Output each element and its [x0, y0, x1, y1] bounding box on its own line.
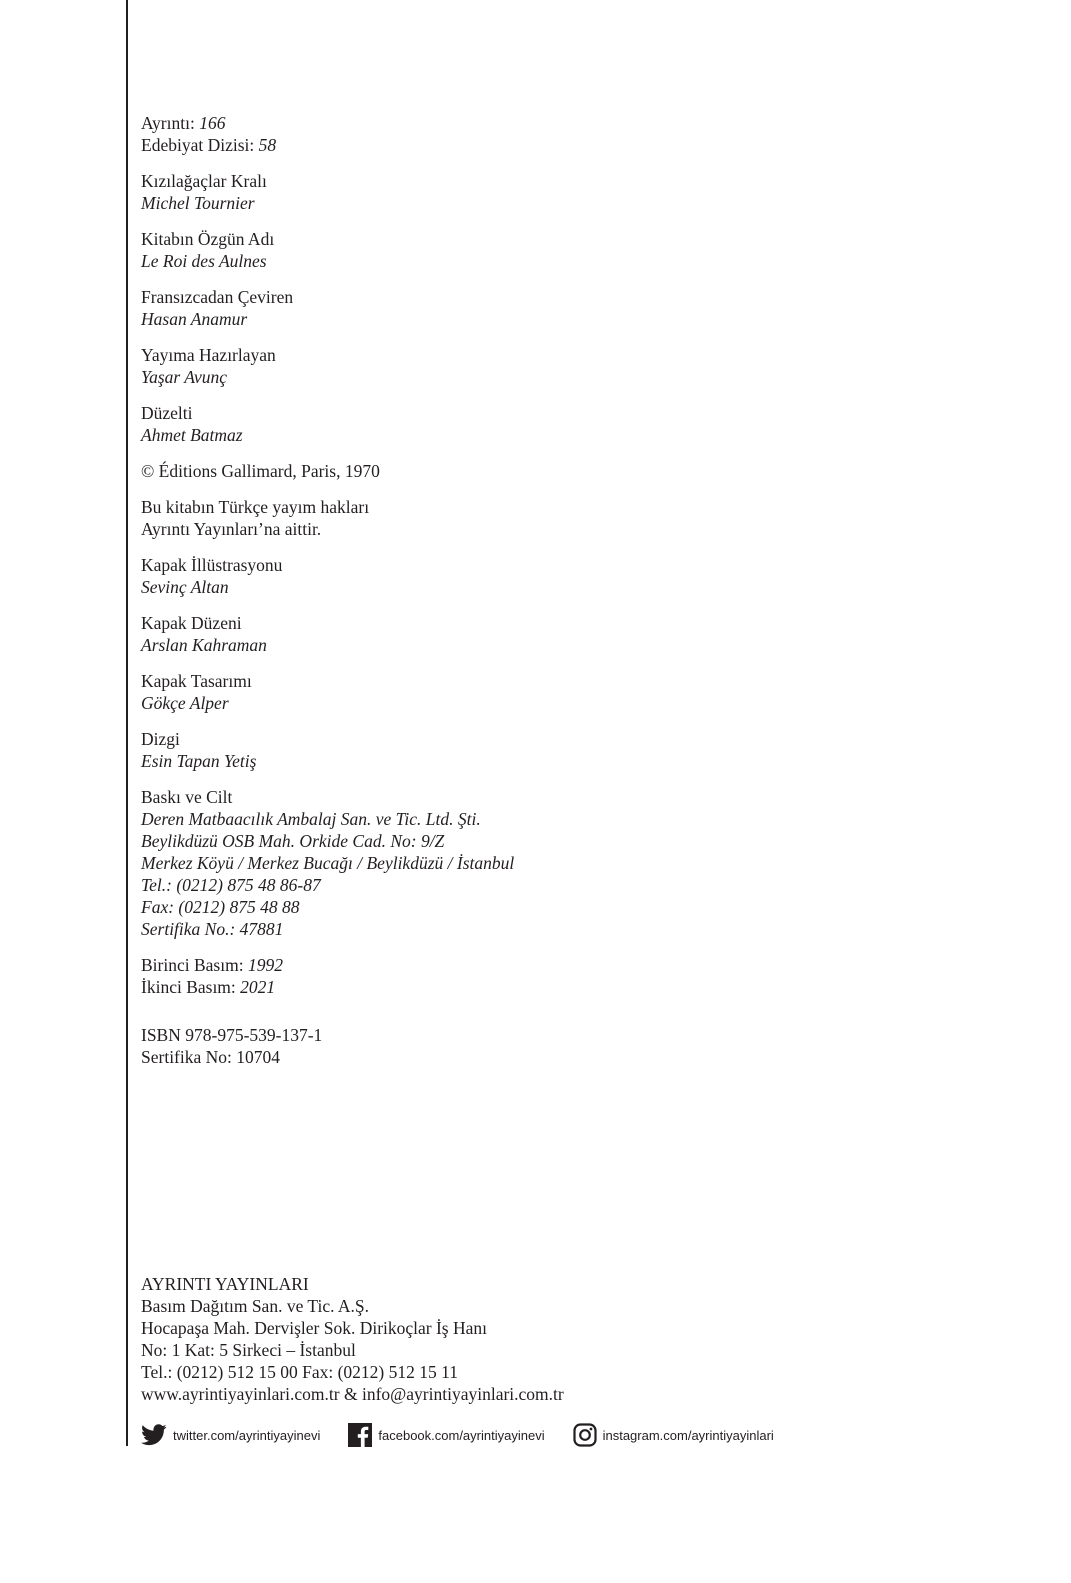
second-edition-year: 2021 — [240, 977, 276, 997]
series-block — [141, 112, 1021, 156]
twitter-link[interactable] — [141, 1424, 320, 1446]
credit-label: Kapak İllüstrasyonu — [141, 555, 283, 575]
credit-value: Hasan Anamur — [141, 309, 248, 329]
credit-label: Kapak Düzeni — [141, 613, 242, 633]
publisher-line: No: 1 Kat: 5 Sirkeci – İstanbul — [141, 1340, 356, 1360]
credit-typesetting — [141, 728, 1021, 772]
credit-value: Arslan Kahraman — [141, 635, 267, 655]
printing-line: Deren Matbaacılık Ambalaj San. ve Tic. Ltd. Şti. — [141, 809, 481, 829]
instagram-icon — [573, 1423, 597, 1447]
isbn: ISBN 978-975-539-137-1 — [141, 1025, 323, 1045]
credit-editor — [141, 344, 1021, 388]
credit-label: Yayıma Hazırlayan — [141, 345, 276, 365]
credit-original-title — [141, 228, 1021, 272]
series-ayrinti — [141, 112, 1021, 134]
first-edition — [141, 954, 1021, 976]
publisher-line: Basım Dağıtım San. ve Tic. A.Ş. — [141, 1296, 370, 1316]
credit-cover-layout — [141, 612, 1021, 656]
rights-line: Bu kitabın Türkçe yayım hakları — [141, 497, 370, 517]
copyright-notice — [141, 460, 1021, 482]
rights-notice — [141, 496, 1021, 540]
facebook-link[interactable] — [348, 1423, 544, 1447]
credit-value: Ahmet Batmaz — [141, 425, 243, 445]
margin-rule — [126, 0, 128, 1446]
publisher-web: www.ayrintiyayinlari.com.tr & info@ayrintiyayinlari.com.tr — [141, 1384, 564, 1404]
credit-value: Sevinç Altan — [141, 577, 229, 597]
publisher-line: Hocapaşa Mah. Dervişler Sok. Dirikoçlar İş Hanı — [141, 1318, 488, 1338]
facebook-text: facebook.com/ayrintiyayinevi — [378, 1427, 545, 1443]
credit-proofreading — [141, 402, 1021, 446]
second-edition-label: İkinci Basım: — [141, 977, 236, 997]
social-links — [141, 1420, 802, 1450]
isbn-block — [141, 1024, 1021, 1068]
certificate-number: Sertifika No: 10704 — [141, 1047, 281, 1067]
first-edition-year: 1992 — [247, 955, 283, 975]
instagram-text: instagram.com/ayrintiyayinlari — [602, 1427, 774, 1443]
copyright-line: © Éditions Gallimard, Paris, 1970 — [141, 461, 380, 481]
first-edition-label: Birinci Basım: — [141, 955, 244, 975]
publisher-address — [141, 1273, 564, 1405]
printing-line: Tel.: (0212) 875 48 86-87 — [141, 875, 321, 895]
credit-label: Düzelti — [141, 403, 193, 423]
series-edebiyat-label: Edebiyat Dizisi: — [141, 135, 255, 155]
credit-cover-design — [141, 670, 1021, 714]
copyright-page-body — [141, 112, 1021, 1082]
instagram-link[interactable] — [573, 1423, 774, 1447]
printing-label: Baskı ve Cilt — [141, 787, 233, 807]
credit-value: Yaşar Avunç — [141, 367, 228, 387]
credit-label: Dizgi — [141, 729, 180, 749]
printing-line: Sertifika No.: 47881 — [141, 919, 284, 939]
credit-label: Kitabın Özgün Adı — [141, 229, 275, 249]
book-author: Michel Tournier — [141, 193, 255, 213]
credit-value: Esin Tapan Yetiş — [141, 751, 257, 771]
editions-block — [141, 954, 1021, 998]
book-block — [141, 170, 1021, 214]
credit-translator — [141, 286, 1021, 330]
series-ayrinti-label: Ayrıntı: — [141, 113, 195, 133]
publisher-name: AYRINTI YAYINLARI — [141, 1274, 309, 1294]
twitter-icon — [141, 1424, 167, 1446]
publisher-line: Tel.: (0212) 512 15 00 Fax: (0212) 512 15 11 — [141, 1362, 458, 1382]
printing-block — [141, 786, 1021, 940]
twitter-text: twitter.com/ayrintiyayinevi — [173, 1427, 321, 1443]
facebook-icon — [348, 1423, 372, 1447]
credit-label: Fransızcadan Çeviren — [141, 287, 294, 307]
series-ayrinti-number: 166 — [199, 113, 226, 133]
printing-line: Beylikdüzü OSB Mah. Orkide Cad. No: 9/Z — [141, 831, 445, 851]
series-edebiyat — [141, 134, 1021, 156]
printing-line: Merkez Köyü / Merkez Bucağı / Beylikdüzü / İstanbul — [141, 853, 515, 873]
credit-value: Gökçe Alper — [141, 693, 229, 713]
credit-value: Le Roi des Aulnes — [141, 251, 267, 271]
printing-line: Fax: (0212) 875 48 88 — [141, 897, 300, 917]
rights-line: Ayrıntı Yayınları’na aittir. — [141, 519, 322, 539]
book-title: Kızılağaçlar Kralı — [141, 171, 267, 191]
series-edebiyat-number: 58 — [258, 135, 277, 155]
credit-cover-illustration — [141, 554, 1021, 598]
second-edition — [141, 976, 1021, 998]
credit-label: Kapak Tasarımı — [141, 671, 252, 691]
